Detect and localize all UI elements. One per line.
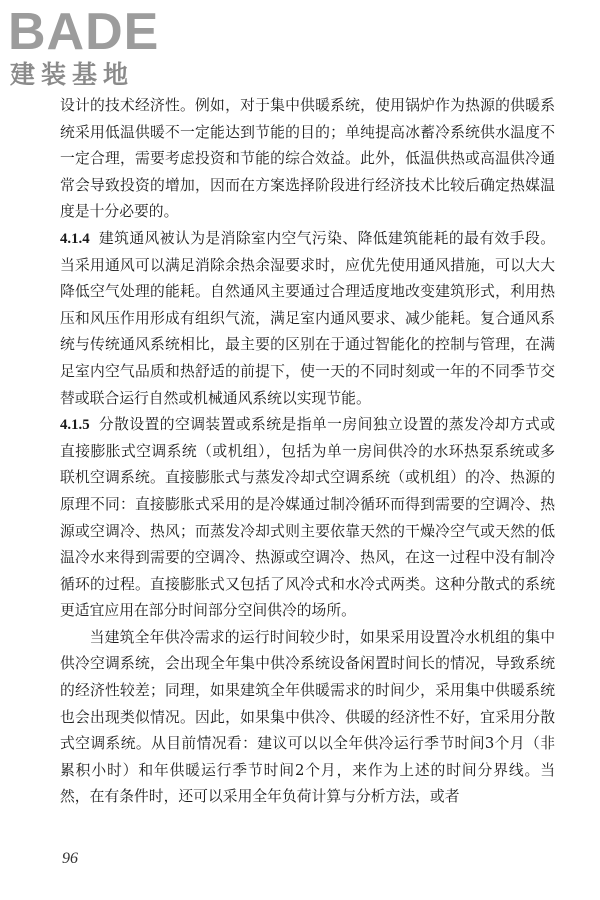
paragraph-text: 当建筑全年供冷需求的运行时间较少时，如果采用设置冷水机组的集中供冷空调系统，会出现全年集中供冷系统设备闲置时间长的情况，导致系统的经济性较差；同理，如果建筑全年供暖需求的时间少，采用集中供暖系统也会出现类似情况。因此，如果集中供冷、供暖的经济性不好，宜采用分散式空调系统。从目前情况看：建议可以以全年供冷运行季节时间3个月（非累积小时）和年供暖运行季节时间2个月，来作为上述的时间分界线。当然，在有条件时，还可以采用全年负荷计算与分析方法，或者 bbox=[60, 628, 555, 806]
paragraph-text: 分散设置的空调装置或系统是指单一房间独立设置的蒸发冷却方式或直接膨胀式空调系统（或机组），包括为单一房间供冷的水环热泵系统或多联机空调系统。直接膨胀式与蒸发冷却式空调系统（或机组）的冷、热源的原理不同：直接膨胀式采用的是冷媒通过制冷循环而得到需要的空调冷、热源或空调冷、热风；而蒸发冷却式则主要依靠天然的干燥冷空气或天然的低温冷水来得到需要的空调冷、热源或空调冷、热风，在这一过程中没有制冷循环的过程。直接膨胀式又包括了风冷式和水冷式两类。这种分散式的系统更适宜应用在部分时间部分空间供冷的场所。 bbox=[60, 416, 555, 620]
paragraph-text: 设计的技术经济性。例如，对于集中供暖系统，使用锅炉作为热源的供暖系统采用低温供暖不一定能达到节能的目的；单纯提高冰蓄冷系统供水温度不一定合理，需要考虑投资和节能的综合效益。此外，低温供热或高温供冷通常会导致投资的增加，因而在方案选择阶段进行经济技术比较后确定热媒温度是十分必要的。 bbox=[60, 97, 555, 221]
paragraph-text: 建筑通风被认为是消除室内空气污染、降低建筑能耗的最有效手段。当采用通风可以满足消除余热余湿要求时，应优先使用通风措施，可以大大降低空气处理的能耗。自然通风主要通过合理适度地改变建筑形式，利用热压和风压作用形成有组织气流，满足室内通风要求、减少能耗。复合通风系统与传统通风系统相比，最主要的区别在于通过智能化的控制与管理，在满足室内空气品质和热舒适的前提下，使一天的不同时刻或一年的不同季节交替或联合运行自然或机械通风系统以实现节能。 bbox=[60, 229, 555, 407]
bade-logo bbox=[8, 4, 188, 94]
section-number: 4.1.4 bbox=[60, 230, 90, 247]
section-4-1-4 bbox=[60, 226, 555, 412]
document-body bbox=[60, 93, 555, 811]
logo-wordmark: BADE bbox=[8, 3, 160, 61]
section-4-1-5 bbox=[60, 412, 555, 625]
paragraph-indented bbox=[60, 625, 555, 811]
page-number: 96 bbox=[62, 850, 78, 867]
section-number: 4.1.5 bbox=[60, 417, 90, 434]
paragraph-continuation bbox=[60, 93, 555, 226]
logo-subtitle: 建装基地 bbox=[10, 60, 135, 89]
